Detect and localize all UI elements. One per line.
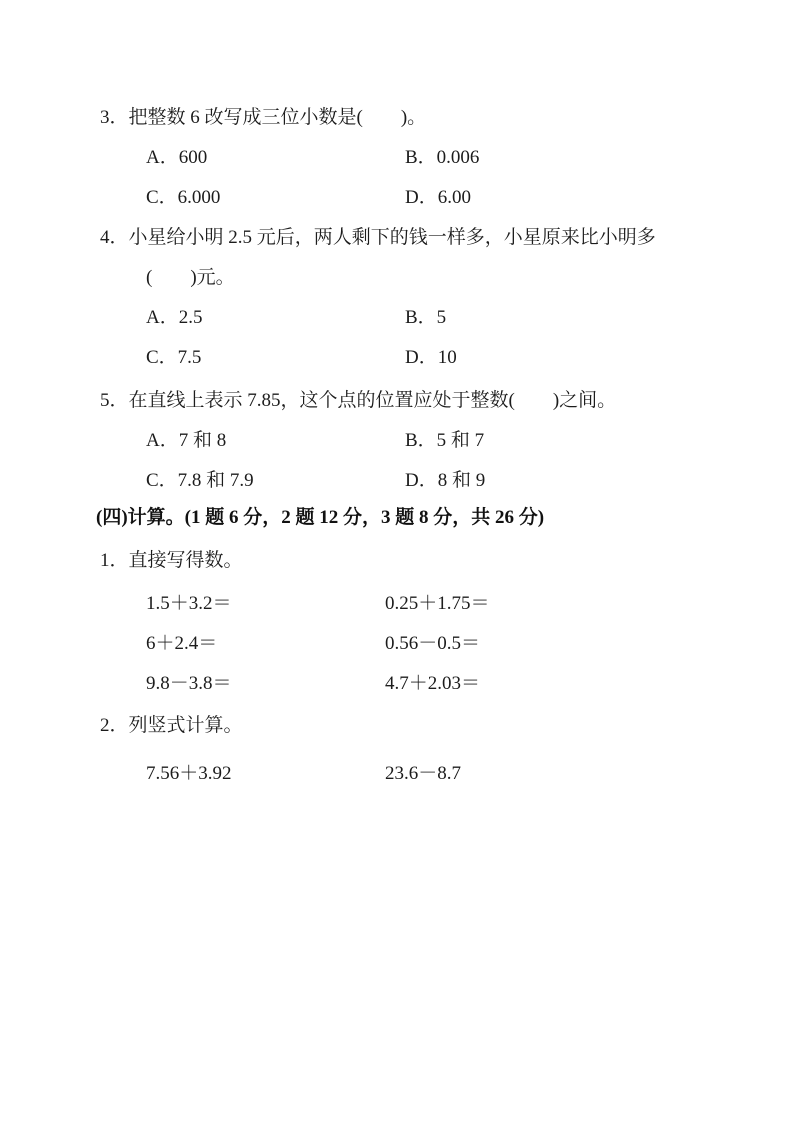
question-5-number: 5．	[100, 390, 129, 411]
vertical-calc-row-1	[146, 764, 461, 783]
question-5-option-b: B．5 和 7	[405, 430, 485, 451]
calc-subquestion-2-number: 2．	[100, 715, 129, 736]
question-4-prompt-line-2	[146, 268, 235, 287]
question-4-options-row-ab	[146, 308, 446, 327]
expression-1-5-plus-3-2: 1.5＋3.2＝	[146, 593, 232, 614]
question-4-prompt-continuation: ( )元。	[146, 267, 235, 288]
question-4-number: 4．	[100, 227, 129, 248]
question-3-options-row-cd	[146, 188, 471, 207]
expression-9-8-minus-3-8: 9.8－3.8＝	[146, 673, 232, 694]
question-5-prompt: 在直线上表示 7.85，这个点的位置应处于整数( )之间。	[128, 390, 617, 411]
mental-math-row-1	[146, 594, 490, 613]
question-5-options-row-cd	[146, 471, 485, 490]
mental-math-row-3	[146, 674, 480, 693]
calc-subquestion-1-title-line	[100, 551, 243, 570]
question-5-prompt-line	[100, 391, 616, 410]
expression-23-6-minus-8-7: 23.6－8.7	[385, 763, 462, 784]
question-5-option-a: A．7 和 8	[146, 430, 227, 451]
section-4-header: (四)计算。(1 题 6 分，2 题 12 分，3 题 8 分，共 26 分)	[96, 507, 545, 528]
calc-subquestion-1-title: 直接写得数。	[128, 550, 243, 571]
question-4-options-row-cd	[146, 348, 457, 367]
calc-subquestion-2-title: 列竖式计算。	[128, 715, 243, 736]
question-3-number: 3．	[100, 107, 129, 128]
question-5-options-row-ab	[146, 431, 484, 450]
expression-7-56-plus-3-92: 7.56＋3.92	[146, 763, 232, 784]
question-3-options-row-ab	[146, 148, 479, 167]
question-5-option-d: D．8 和 9	[405, 470, 486, 491]
question-4-prompt: 小星给小明 2.5 元后，两人剩下的钱一样多，小星原来比小明多	[128, 227, 656, 248]
question-3-option-d: D．6.00	[405, 187, 471, 208]
question-3-option-b: B．0.006	[405, 147, 480, 168]
expression-0-25-plus-1-75: 0.25＋1.75＝	[385, 593, 490, 614]
question-3-option-a: A．600	[146, 147, 208, 168]
calc-subquestion-2-title-line	[100, 716, 243, 735]
expression-4-7-plus-2-03: 4.7＋2.03＝	[385, 673, 481, 694]
question-4-prompt-line-1	[100, 228, 656, 247]
question-3-option-c: C．6.000	[146, 187, 221, 208]
question-4-option-d: D．10	[405, 347, 457, 368]
question-4-option-a: A．2.5	[146, 307, 203, 328]
question-4-option-c: C．7.5	[146, 347, 202, 368]
question-3-prompt-line	[100, 108, 426, 127]
mental-math-row-2	[146, 634, 480, 653]
calc-subquestion-1-number: 1．	[100, 550, 129, 571]
question-4-option-b: B．5	[405, 307, 447, 328]
question-5-option-c: C．7.8 和 7.9	[146, 470, 254, 491]
expression-0-56-minus-0-5: 0.56－0.5＝	[385, 633, 481, 654]
question-3-prompt: 把整数 6 改写成三位小数是( )。	[128, 107, 427, 128]
expression-6-plus-2-4: 6＋2.4＝	[146, 633, 218, 654]
